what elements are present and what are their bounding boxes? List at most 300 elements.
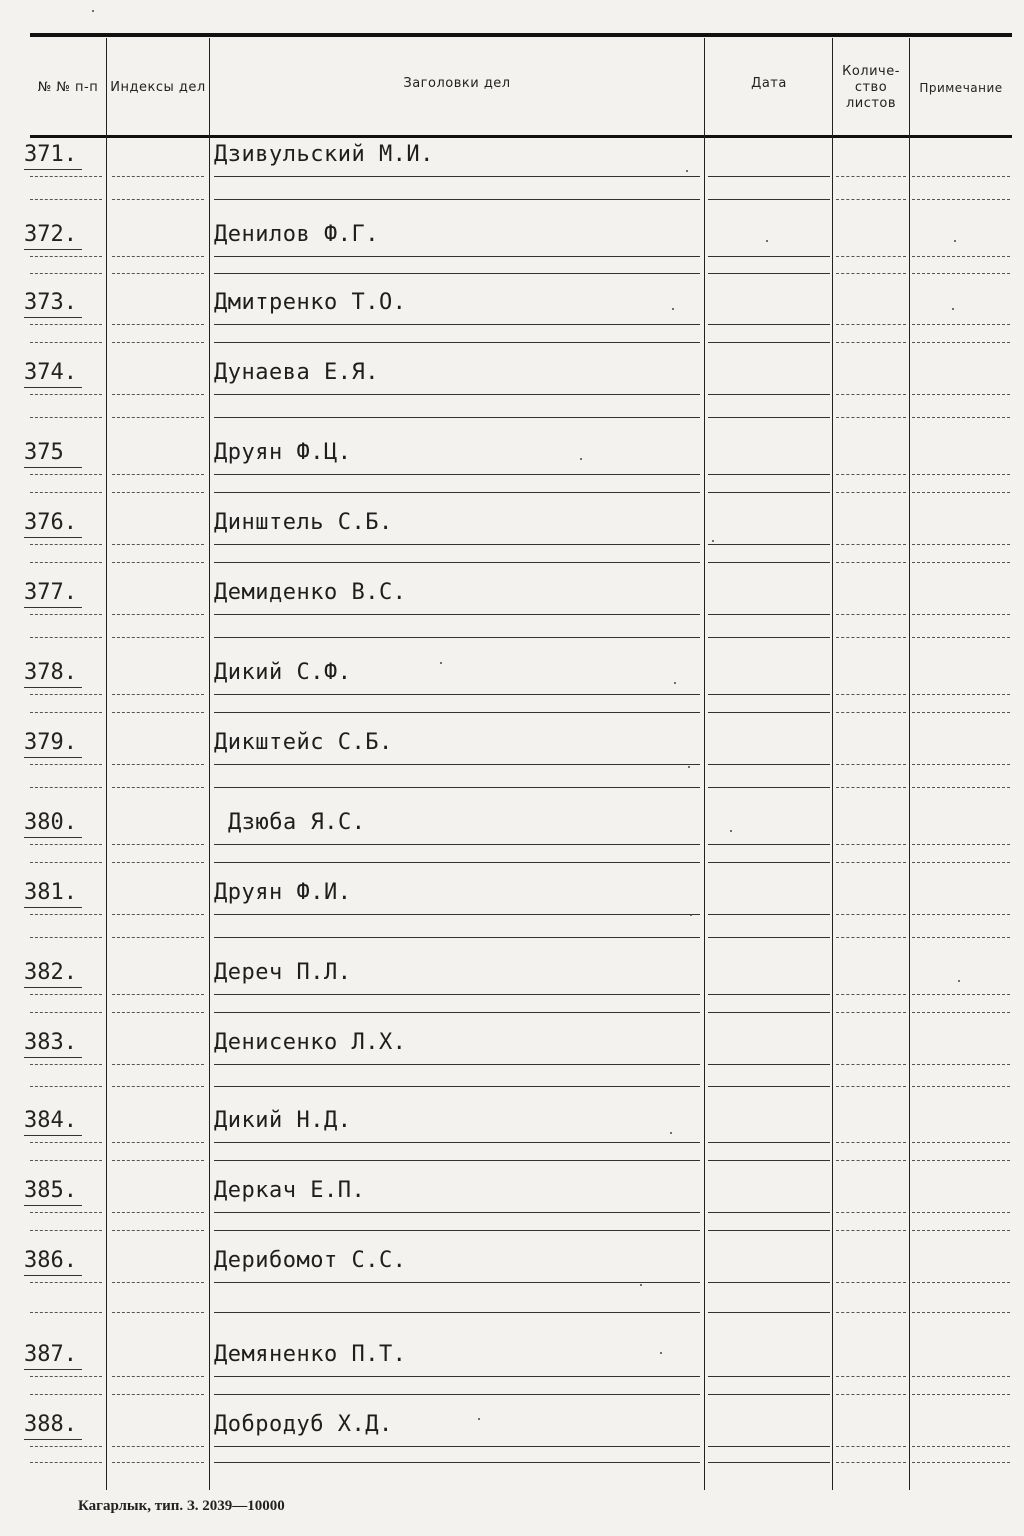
number-underline [24, 387, 82, 388]
ruled-line [214, 1282, 700, 1283]
entry-title: Дикий Н.Д. [214, 1108, 352, 1133]
header-bottom-rule [30, 135, 1012, 138]
ruled-line [912, 764, 1010, 765]
ruled-line [112, 474, 204, 475]
ruled-line [30, 1312, 102, 1313]
ruled-line [708, 199, 830, 200]
ruled-line [912, 324, 1010, 325]
header-title: Заголовки дел [403, 76, 511, 91]
ruled-line [708, 1462, 830, 1463]
ruled-line [214, 712, 700, 713]
ruled-line [708, 1012, 830, 1013]
ruled-line [912, 844, 1010, 845]
ruled-line [912, 342, 1010, 343]
ruled-line [214, 637, 700, 638]
ruled-line [214, 1012, 700, 1013]
ruled-line [214, 1160, 700, 1161]
scan-speck [954, 240, 956, 242]
ruled-line [214, 417, 700, 418]
ruled-line [836, 324, 906, 325]
ruled-line [912, 1230, 1010, 1231]
number-underline [24, 249, 82, 250]
scan-speck [712, 540, 714, 542]
ruled-line [836, 562, 906, 563]
ruled-line [836, 1086, 906, 1087]
ruled-line [214, 256, 700, 257]
printer-imprint: Кагарлык, тип. З. 2039—10000 [78, 1498, 285, 1514]
ruled-line [214, 199, 700, 200]
ruled-line [30, 1230, 102, 1231]
ruled-line [112, 1086, 204, 1087]
ruled-line [112, 324, 204, 325]
column-divider [909, 38, 910, 1490]
ruled-line [214, 1462, 700, 1463]
ruled-line [112, 1212, 204, 1213]
number-underline [24, 1057, 82, 1058]
scan-speck [478, 1418, 480, 1420]
ruled-line [708, 764, 830, 765]
ruled-line [30, 1142, 102, 1143]
ruled-line [836, 1064, 906, 1065]
ruled-line [708, 562, 830, 563]
scan-speck [952, 308, 954, 310]
ruled-line [912, 562, 1010, 563]
ruled-line [708, 1312, 830, 1313]
ruled-line [30, 637, 102, 638]
ruled-line [836, 1312, 906, 1313]
number-underline [24, 1135, 82, 1136]
ruled-line [30, 1376, 102, 1377]
ruled-line [836, 342, 906, 343]
ruled-line [836, 694, 906, 695]
ruled-line [30, 764, 102, 765]
ruled-line [214, 1446, 700, 1447]
entry-number: 388. [24, 1412, 104, 1437]
ruled-line [30, 176, 102, 177]
ruled-line [214, 994, 700, 995]
ruled-line [214, 544, 700, 545]
ruled-line [836, 394, 906, 395]
ruled-line [214, 1376, 700, 1377]
ruled-line [912, 1142, 1010, 1143]
ruled-line [708, 1212, 830, 1213]
entry-number: 386. [24, 1248, 104, 1273]
entry-number: 381. [24, 880, 104, 905]
column-divider [704, 38, 705, 1490]
entry-number: 385. [24, 1178, 104, 1203]
ruled-line [30, 1282, 102, 1283]
ruled-line [30, 324, 102, 325]
ruled-line [112, 562, 204, 563]
ruled-line [30, 273, 102, 274]
number-underline [24, 1369, 82, 1370]
ruled-line [912, 474, 1010, 475]
ruled-line [30, 862, 102, 863]
number-underline [24, 757, 82, 758]
ruled-line [112, 176, 204, 177]
header-number: № № п-п [37, 79, 99, 95]
header-top-rule [30, 33, 1012, 37]
ruled-line [912, 199, 1010, 200]
ruled-line [912, 492, 1010, 493]
ruled-line [708, 694, 830, 695]
number-underline [24, 467, 82, 468]
entry-title: Демяненко П.Т. [214, 1342, 407, 1367]
ruled-line [912, 694, 1010, 695]
ruled-line [708, 937, 830, 938]
entry-number: 379. [24, 730, 104, 755]
scan-speck [766, 240, 768, 242]
ruled-line [214, 844, 700, 845]
scan-speck [640, 1284, 642, 1286]
number-underline [24, 169, 82, 170]
ruled-line [836, 994, 906, 995]
ruled-line [30, 199, 102, 200]
ruled-line [912, 937, 1010, 938]
ruled-line [112, 614, 204, 615]
ruled-line [912, 1282, 1010, 1283]
entry-title: Дикий С.Ф. [214, 660, 352, 685]
scan-speck [580, 458, 582, 460]
entry-number: 384. [24, 1108, 104, 1133]
ruled-line [836, 273, 906, 274]
entry-title: Демиденко В.С. [214, 580, 407, 605]
ruled-line [112, 1160, 204, 1161]
ruled-line [708, 614, 830, 615]
ruled-line [912, 394, 1010, 395]
ruled-line [214, 694, 700, 695]
ruled-line [708, 492, 830, 493]
ruled-line [836, 787, 906, 788]
ruled-line [214, 176, 700, 177]
ruled-line [836, 764, 906, 765]
number-underline [24, 687, 82, 688]
ruled-line [112, 844, 204, 845]
ruled-line [214, 764, 700, 765]
ruled-line [836, 1230, 906, 1231]
entry-title: Динштель С.Б. [214, 510, 393, 535]
ruled-line [30, 562, 102, 563]
ruled-line [708, 544, 830, 545]
ruled-line [912, 1376, 1010, 1377]
entry-number: 374. [24, 360, 104, 385]
ruled-line [112, 694, 204, 695]
ruled-line [836, 544, 906, 545]
entry-title: Дзивульский М.И. [214, 142, 434, 167]
ruled-line [836, 712, 906, 713]
ruled-line [112, 637, 204, 638]
header-date: Дата [751, 76, 787, 91]
ruled-line [836, 474, 906, 475]
ruled-line [836, 1282, 906, 1283]
entry-title: Друян Ф.Ц. [214, 440, 352, 465]
ruled-line [30, 1394, 102, 1395]
ruled-line [912, 1086, 1010, 1087]
entry-title: Дереч П.Л. [214, 960, 352, 985]
ruled-line [30, 694, 102, 695]
ruled-line [836, 1212, 906, 1213]
ruled-line [214, 937, 700, 938]
entry-title: Добродуб Х.Д. [214, 1412, 393, 1437]
ruled-line [836, 914, 906, 915]
ruled-line [708, 914, 830, 915]
ruled-line [112, 1230, 204, 1231]
ruled-line [912, 417, 1010, 418]
ruled-line [836, 937, 906, 938]
entry-number: 376. [24, 510, 104, 535]
ruled-line [912, 1160, 1010, 1161]
ruled-line [30, 937, 102, 938]
ruled-line [912, 1012, 1010, 1013]
ruled-line [112, 1312, 204, 1313]
number-underline [24, 1275, 82, 1276]
ruled-line [214, 1212, 700, 1213]
entry-title: Дмитренко Т.О. [214, 290, 407, 315]
ruled-line [214, 342, 700, 343]
ruled-line [708, 324, 830, 325]
scan-speck [690, 914, 692, 916]
entry-number: 373. [24, 290, 104, 315]
ruled-line [708, 176, 830, 177]
scan-speck [688, 766, 690, 768]
header-sheets: Количе- ство листов [842, 63, 900, 111]
ruled-line [30, 394, 102, 395]
ruled-line [836, 844, 906, 845]
ruled-line [214, 1394, 700, 1395]
ruled-line [708, 417, 830, 418]
ruled-line [112, 256, 204, 257]
ruled-line [112, 417, 204, 418]
scan-speck [672, 308, 674, 310]
ruled-line [112, 914, 204, 915]
ruled-line [708, 862, 830, 863]
ruled-line [112, 1462, 204, 1463]
ruled-line [112, 1064, 204, 1065]
ruled-line [214, 273, 700, 274]
entry-number: 378. [24, 660, 104, 685]
ruled-line [112, 199, 204, 200]
ruled-line [708, 712, 830, 713]
ruled-line [112, 787, 204, 788]
ruled-line [112, 342, 204, 343]
ruled-line [112, 492, 204, 493]
ruled-line [30, 914, 102, 915]
ruled-line [708, 1376, 830, 1377]
ruled-line [214, 562, 700, 563]
header-note: Примечание [919, 80, 1003, 95]
ruled-line [708, 844, 830, 845]
ruled-line [708, 1446, 830, 1447]
column-divider [106, 38, 107, 1490]
entry-number: 377. [24, 580, 104, 605]
ruled-line [214, 324, 700, 325]
ruled-line [708, 994, 830, 995]
ruled-line [30, 787, 102, 788]
entry-title: Денисенко Л.Х. [214, 1030, 407, 1055]
ruled-line [112, 273, 204, 274]
ruled-line [836, 614, 906, 615]
ruled-line [112, 862, 204, 863]
ruled-line [112, 1376, 204, 1377]
ruled-line [112, 544, 204, 545]
entry-title: Дерибомот С.С. [214, 1248, 407, 1273]
entry-number: 382. [24, 960, 104, 985]
entry-number: 383. [24, 1030, 104, 1055]
ruled-line [836, 1376, 906, 1377]
ruled-line [112, 1394, 204, 1395]
column-divider [209, 38, 210, 1490]
ruled-line [112, 764, 204, 765]
ruled-line [708, 342, 830, 343]
ruled-line [30, 492, 102, 493]
ruled-line [214, 1142, 700, 1143]
ruled-line [912, 637, 1010, 638]
entry-title: Друян Ф.И. [214, 880, 352, 905]
ruled-line [836, 176, 906, 177]
ruled-line [214, 914, 700, 915]
ruled-line [30, 994, 102, 995]
number-underline [24, 907, 82, 908]
ruled-line [112, 994, 204, 995]
ruled-line [912, 614, 1010, 615]
ruled-line [112, 1282, 204, 1283]
ruled-line [214, 1312, 700, 1313]
ruled-line [30, 474, 102, 475]
ruled-line [912, 1212, 1010, 1213]
scan-speck [674, 682, 676, 684]
ruled-line [214, 862, 700, 863]
ruled-line [112, 712, 204, 713]
ruled-line [708, 1064, 830, 1065]
ruled-line [214, 394, 700, 395]
ruled-line [836, 1160, 906, 1161]
ruled-line [708, 1394, 830, 1395]
ruled-line [836, 637, 906, 638]
entry-number: 375 [24, 440, 104, 465]
number-underline [24, 1439, 82, 1440]
number-underline [24, 1205, 82, 1206]
ruled-line [30, 1160, 102, 1161]
ruled-line [112, 1446, 204, 1447]
ruled-line [708, 394, 830, 395]
ruled-line [912, 1394, 1010, 1395]
ruled-line [112, 937, 204, 938]
ruled-line [836, 1446, 906, 1447]
number-underline [24, 537, 82, 538]
entry-title: Дикштейс С.Б. [214, 730, 393, 755]
ruled-line [708, 474, 830, 475]
entry-number: 387. [24, 1342, 104, 1367]
ruled-line [214, 787, 700, 788]
ruled-line [708, 787, 830, 788]
ruled-line [912, 1312, 1010, 1313]
ruled-line [912, 1446, 1010, 1447]
ruled-line [836, 1462, 906, 1463]
ruled-line [912, 914, 1010, 915]
scan-speck [730, 830, 732, 832]
ruled-line [912, 1064, 1010, 1065]
ruled-line [214, 474, 700, 475]
number-underline [24, 987, 82, 988]
ruled-line [708, 1160, 830, 1161]
ruled-line [30, 1462, 102, 1463]
ruled-line [30, 1212, 102, 1213]
ruled-line [30, 712, 102, 713]
number-underline [24, 837, 82, 838]
ruled-line [836, 1012, 906, 1013]
ruled-line [30, 614, 102, 615]
ruled-line [912, 273, 1010, 274]
ruled-line [214, 1064, 700, 1065]
ruled-line [708, 1230, 830, 1231]
scan-speck [660, 1352, 662, 1354]
ruled-line [708, 273, 830, 274]
ruled-line [836, 1142, 906, 1143]
ruled-line [912, 994, 1010, 995]
scan-speck [958, 980, 960, 982]
ruled-line [912, 544, 1010, 545]
ruled-line [214, 614, 700, 615]
ruled-line [112, 1012, 204, 1013]
ruled-line [112, 394, 204, 395]
ruled-line [912, 712, 1010, 713]
entry-number: 380. [24, 810, 104, 835]
ruled-line [708, 256, 830, 257]
ruled-line [30, 342, 102, 343]
ruled-line [708, 637, 830, 638]
entry-number: 372. [24, 222, 104, 247]
ruled-line [912, 787, 1010, 788]
ruled-line [30, 1446, 102, 1447]
entry-title: Дунаева Е.Я. [214, 360, 379, 385]
ruled-line [214, 1230, 700, 1231]
ruled-line [912, 256, 1010, 257]
ruled-line [836, 862, 906, 863]
entry-title: Дзюба Я.С. [228, 810, 366, 835]
ruled-line [30, 844, 102, 845]
scan-speck [92, 10, 94, 12]
ruled-line [214, 1086, 700, 1087]
ruled-line [30, 1064, 102, 1065]
ruled-line [912, 862, 1010, 863]
ruled-line [836, 417, 906, 418]
ruled-line [30, 256, 102, 257]
ruled-line [214, 492, 700, 493]
ruled-line [836, 1394, 906, 1395]
header-index: Индексы дел [110, 79, 206, 95]
ruled-line [708, 1142, 830, 1143]
scan-speck [686, 170, 688, 172]
ruled-line [112, 1142, 204, 1143]
ruled-line [30, 544, 102, 545]
scan-speck [670, 1132, 672, 1134]
ruled-line [836, 492, 906, 493]
scan-speck [440, 662, 442, 664]
number-underline [24, 607, 82, 608]
ruled-line [912, 176, 1010, 177]
ruled-line [836, 256, 906, 257]
ruled-line [708, 1282, 830, 1283]
entry-title: Деркач Е.П. [214, 1178, 366, 1203]
ruled-line [708, 1086, 830, 1087]
number-underline [24, 317, 82, 318]
entry-title: Денилов Ф.Г. [214, 222, 379, 247]
ruled-line [912, 1462, 1010, 1463]
ruled-line [836, 199, 906, 200]
entry-number: 371. [24, 142, 104, 167]
ruled-line [30, 417, 102, 418]
ruled-line [30, 1086, 102, 1087]
